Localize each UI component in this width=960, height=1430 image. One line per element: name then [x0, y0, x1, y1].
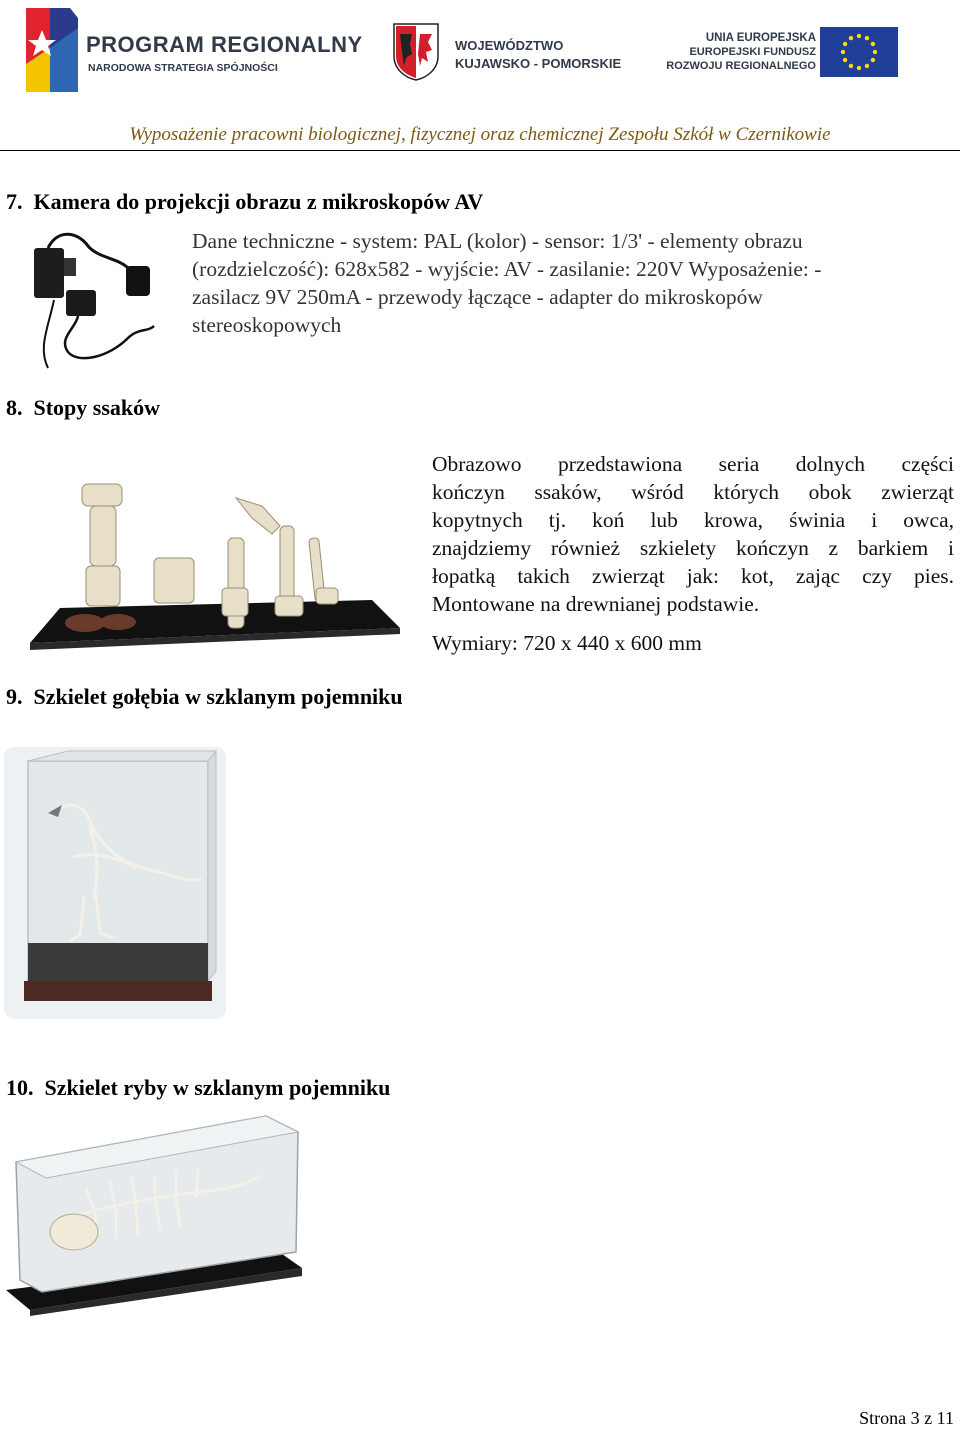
eu-star-icon: [849, 64, 853, 68]
voivodeship-crest-icon: [392, 22, 440, 82]
eu-star-icon: [873, 50, 877, 54]
item-8-number: 8.: [6, 395, 23, 420]
item-8-line-1: Obrazowo przedstawiona seria dolnych części: [432, 452, 954, 476]
item-7-line-3: zasilacz 9V 250mA - przewody łączące - adapter do mikroskopów: [192, 285, 763, 309]
item-8-line-5: łopatką takich zwierząt jak: kot, zając czy pies.: [432, 564, 954, 588]
eu-star-icon: [871, 42, 875, 46]
eu-star-icon: [841, 50, 845, 54]
pigeon-skeleton-image: [4, 747, 226, 1019]
header: [0, 0, 960, 150]
program-subtitle: NARODOWA STRATEGIA SPÓJNOŚCI: [88, 62, 278, 74]
eu-line1: UNIA EUROPEJSKA: [705, 32, 816, 44]
item-8-heading: [6, 395, 160, 421]
item-7-heading: [6, 189, 483, 215]
item-10-title: Szkielet ryby w szklanym pojemniku: [44, 1075, 391, 1100]
eu-star-icon: [843, 58, 847, 62]
page-number: Strona 3 z 11: [859, 1408, 954, 1428]
item-7-title: Kamera do projekcji obrazu z mikroskopów AV: [33, 189, 484, 214]
eu-star-icon: [849, 36, 853, 40]
program-regionalny-logo-icon: [20, 8, 78, 92]
eu-line2: EUROPEJSKI FUNDUSZ: [689, 46, 816, 58]
item-8-dimensions: Wymiary: 720 x 440 x 600 mm: [432, 631, 702, 655]
voivodeship-line2: KUJAWSKO - POMORSKIE: [455, 56, 622, 71]
item-9-title: Szkielet gołębia w szklanym pojemniku: [33, 684, 403, 709]
eu-star-icon: [857, 34, 861, 38]
eu-star-icon: [865, 64, 869, 68]
item-9-heading: [6, 684, 403, 710]
header-divider: [0, 150, 960, 151]
item-7-number: 7.: [6, 189, 23, 214]
item-8-line-3: kopytnych tj. koń lub krowa, świnia i owca,: [432, 508, 954, 532]
camera-kit-image: [28, 228, 168, 376]
document-title: Wyposażenie pracowni biologicznej, fizycznej oraz chemicznej Zespołu Szkół w Czernikowie: [129, 124, 831, 145]
fish-skeleton-image: [6, 1112, 302, 1316]
item-10-heading: [6, 1075, 390, 1101]
item-8-description: [432, 450, 954, 657]
mammal-feet-image: [30, 478, 402, 653]
item-8-title: Stopy ssaków: [33, 395, 161, 420]
item-10-number: 10.: [6, 1075, 34, 1100]
item-7-line-4: stereoskopowych: [192, 313, 342, 337]
item-7-line-2: (rozdzielczość): 628x582 - wyjście: AV - zasilanie: 220V Wyposażenie: -: [192, 257, 822, 281]
eu-line3: ROZWOJU REGIONALNEGO: [666, 60, 816, 72]
item-8-line-2: kończyn ssaków, wśród których obok zwierząt: [432, 480, 954, 504]
program-title: PROGRAM REGIONALNY: [86, 32, 363, 57]
voivodeship-line1: WOJEWÓDZTWO: [455, 38, 564, 53]
item-8-line-4: znajdziemy również szkielety kończyn z barkiem i: [432, 536, 954, 560]
eu-flag-icon: [820, 27, 898, 77]
eu-star-icon: [843, 42, 847, 46]
eu-star-icon: [857, 66, 861, 70]
item-7-line-1: Dane techniczne - system: PAL (kolor) - sensor: 1/3' - elementy obrazu: [192, 229, 803, 253]
item-8-line-6: Montowane na drewnianej podstawie.: [432, 592, 760, 616]
item-9-number: 9.: [6, 684, 23, 709]
item-7-description: [192, 227, 952, 339]
eu-star-icon: [865, 36, 869, 40]
eu-star-icon: [871, 58, 875, 62]
